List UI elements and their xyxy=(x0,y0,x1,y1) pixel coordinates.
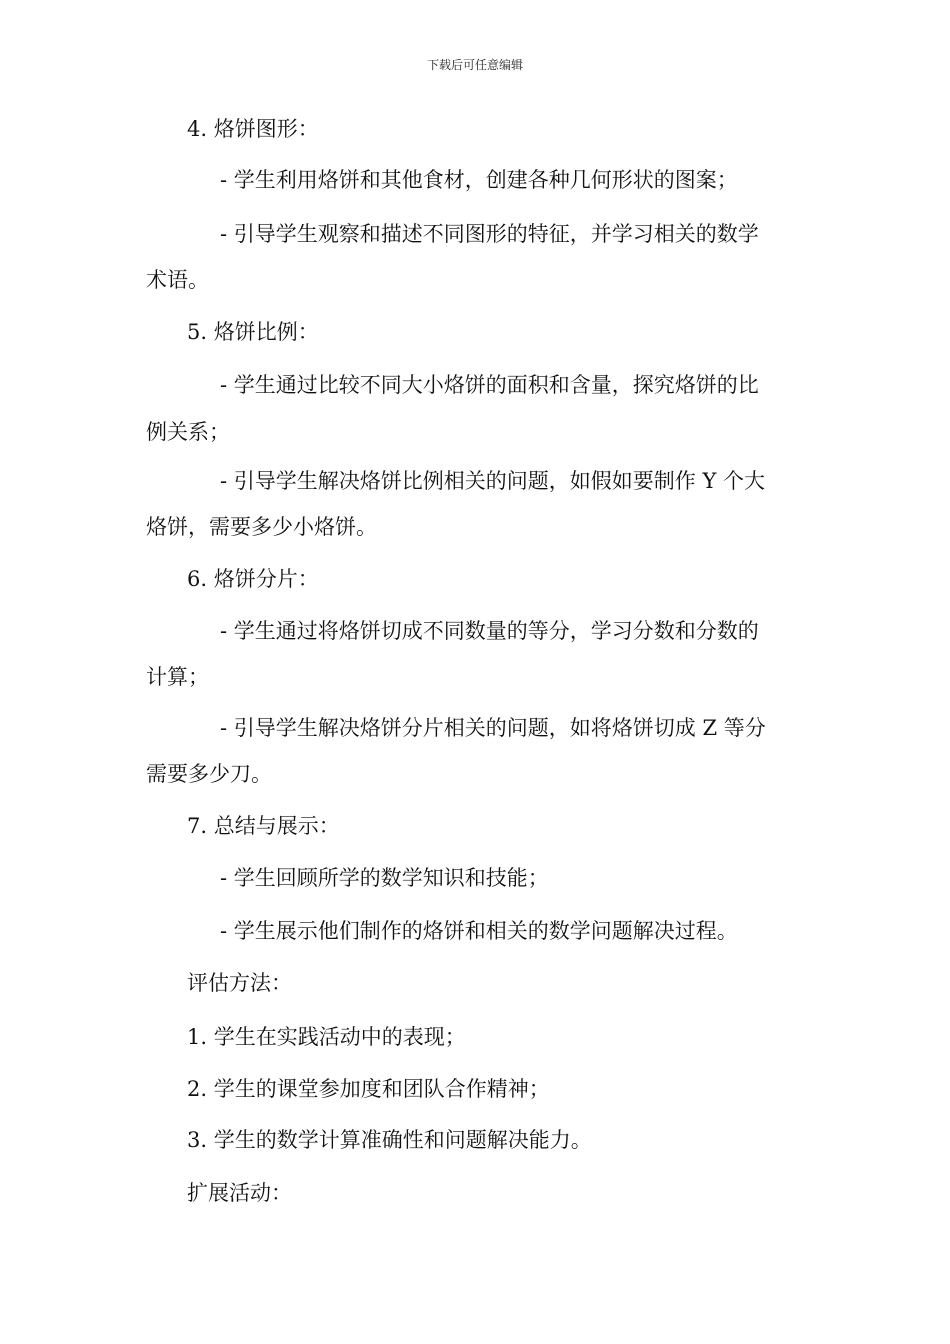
section-5-bullet-2-cont: 烙饼，需要多少小烙饼。 xyxy=(146,515,377,539)
extension-title: 扩展活动： xyxy=(187,1181,292,1205)
section-5-bullet-1: - 学生通过比较不同大小烙饼的面积和含量，探究烙饼的比 xyxy=(220,373,759,397)
section-4-bullet-2-cont: 术语。 xyxy=(146,268,209,292)
section-5-bullet-2: - 引导学生解决烙饼比例相关的问题，如假如要制作 Y 个大 xyxy=(220,469,765,493)
evaluation-item-3: 3. 学生的数学计算准确性和问题解决能力。 xyxy=(187,1128,592,1152)
section-4-bullet-1: - 学生利用烙饼和其他食材，创建各种几何形状的图案； xyxy=(220,168,738,192)
section-6-bullet-1: - 学生通过将烙饼切成不同数量的等分，学习分数和分数的 xyxy=(220,619,759,643)
page-header: 下载后可任意编辑 xyxy=(426,58,523,72)
section-7-title: 7. 总结与展示： xyxy=(187,814,340,838)
evaluation-title: 评估方法： xyxy=(187,971,292,995)
section-4-title: 4. 烙饼图形： xyxy=(187,117,319,141)
section-5-title: 5. 烙饼比例： xyxy=(187,320,319,344)
section-7-bullet-1: - 学生回顾所学的数学知识和技能； xyxy=(220,866,549,890)
section-6-title: 6. 烙饼分片： xyxy=(187,567,319,591)
section-6-bullet-1-cont: 计算； xyxy=(146,665,209,689)
evaluation-item-2: 2. 学生的课堂参加度和团队合作精神； xyxy=(187,1077,550,1101)
section-6-bullet-2: - 引导学生解决烙饼分片相关的问题，如将烙饼切成 Z 等分 xyxy=(220,716,766,740)
section-6-bullet-2-cont: 需要多少刀。 xyxy=(146,762,272,786)
section-5-bullet-1-cont: 例关系； xyxy=(146,420,230,444)
section-4-bullet-2: - 引导学生观察和描述不同图形的特征，并学习相关的数学 xyxy=(220,222,759,246)
evaluation-item-1: 1. 学生在实践活动中的表现； xyxy=(187,1025,466,1049)
section-7-bullet-2: - 学生展示他们制作的烙饼和相关的数学问题解决过程。 xyxy=(220,919,738,943)
